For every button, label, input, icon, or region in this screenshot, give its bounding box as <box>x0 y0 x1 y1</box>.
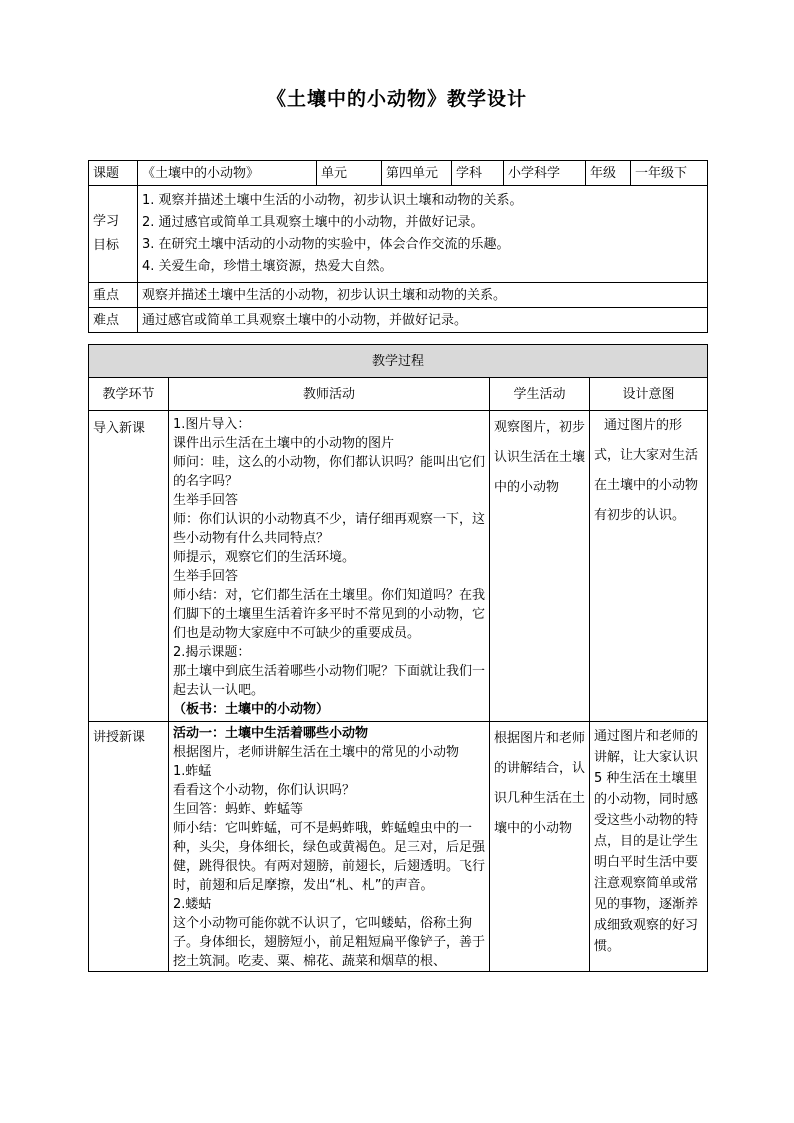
process-title: 教学过程 <box>89 345 708 378</box>
document-title: 《土壤中的小动物》教学设计 <box>266 88 527 110</box>
teacher-activity-cell <box>169 411 490 722</box>
col-student-header: 学生活动 <box>490 378 590 411</box>
teacher-line: 看看这个小动物，你们认识吗？ <box>173 783 356 798</box>
teacher-line: 1.图片导入： <box>173 417 251 432</box>
lesson-info-table <box>88 160 708 333</box>
teacher-line: 根据图片，老师讲解生活在土壤中的常见的小动物 <box>173 745 460 760</box>
goal-item: 4. 关爱生命，珍惜土壤资源，热爱大自然。 <box>142 259 393 274</box>
design-intent-cell: 通过图片的形式，让大家对生活在土壤中的小动物有初步的认识。 <box>590 411 708 722</box>
teacher-activity-cell <box>169 722 490 972</box>
teacher-line: 生举手回答 <box>173 493 239 508</box>
goal-item: 1. 观察并描述土壤中生活的小动物，初步认识土壤和动物的关系。 <box>142 193 523 208</box>
teacher-line: （板书：土壤中的小动物） <box>173 702 330 717</box>
goals-list <box>138 186 708 283</box>
teacher-line: 课件出示生活在土壤中的小动物的图片 <box>173 436 395 451</box>
teacher-line: 师：你们认识的小动物真不少，请仔细再观察一下，这些小动物有什么共同特点？ <box>173 512 486 546</box>
teacher-line: 那土壤中到底生活着哪些小动物们呢？下面就让我们一起去认一认吧。 <box>173 664 486 698</box>
teacher-line: 这个小动物可能你就不认识了，它叫蝼蛄，俗称土狗子。身体细长，翅膀短小，前足粗短扁平像铲子，善于挖土筑洞。吃麦、粟、棉花、蔬菜和烟草的根、 <box>173 916 486 969</box>
teacher-line: 活动一：土壤中生活着哪些小动物 <box>173 726 369 741</box>
grade-label: 年级 <box>586 161 631 186</box>
key-point-value: 观察并描述土壤中生活的小动物，初步认识土壤和动物的关系。 <box>138 283 708 308</box>
goal-item: 2. 通过感官或简单工具观察土壤中的小动物，并做好记录。 <box>142 215 484 230</box>
subject-label: 学科 <box>452 161 504 186</box>
teacher-line: 2.揭示课题： <box>173 645 251 660</box>
unit-value: 第四单元 <box>382 161 452 186</box>
teacher-line: 生举手回答 <box>173 569 239 584</box>
teaching-process-table <box>88 344 708 972</box>
teacher-line: 师提示，观察它们的生活环境。 <box>173 550 356 565</box>
teacher-line: 师小结：它叫蚱蜢，可不是蚂蚱哦，蚱蜢蝗虫中的一种，头尖，身体细长，绿色或黄褐色。足三对，后足强健，跳得很快。有两对翅膀，前翅长，后翅透明。飞行时，前翅和后足摩擦，发出“札、札”的声音。 <box>173 821 486 893</box>
subject-value: 小学科学 <box>504 161 586 186</box>
difficulty-label: 难点 <box>89 308 138 333</box>
goal-item: 3. 在研究土壤中活动的小动物的实验中，体会合作交流的乐趣。 <box>142 237 510 252</box>
student-activity-cell: 观察图片，初步认识生活在土壤中的小动物 <box>490 411 590 722</box>
process-row-intro <box>89 411 708 722</box>
difficulty-value: 通过感官或简单工具观察土壤中的小动物，并做好记录。 <box>138 308 708 333</box>
stage-cell: 导入新课 <box>89 411 169 722</box>
grade-value: 一年级下 <box>631 161 708 186</box>
teacher-line: 生回答：蚂蚱、蚱蜢等 <box>173 802 304 817</box>
goals-label <box>89 186 138 283</box>
col-teacher-header: 教师活动 <box>169 378 490 411</box>
teacher-line: 师小结：对，它们都生活在土壤里。你们知道吗？在我们脚下的土壤里生活着许多平时不常见到的小动物，它们也是动物大家庭中不可缺少的重要成员。 <box>173 588 486 641</box>
design-intent-cell: 通过图片和老师的讲解，让大家认识 5 种生活在土壤里的小动物，同时感受这些小动物的特点，目的是让学生明白平时生活中要注意观察简单或常见的事物，逐渐养成细致观察的好习惯。 <box>590 722 708 972</box>
unit-label: 单元 <box>317 161 382 186</box>
student-activity-cell: 根据图片和老师的讲解结合，认识几种生活在土壤中的小动物 <box>490 722 590 972</box>
topic-label: 课题 <box>89 161 138 186</box>
col-stage-header: 教学环节 <box>89 378 169 411</box>
key-point-label: 重点 <box>89 283 138 308</box>
teacher-line: 1.蚱蜢 <box>173 764 212 779</box>
goals-label-line2: 目标 <box>93 238 120 253</box>
teacher-line: 师问：哇，这么的小动物，你们都认识吗？能叫出它们的名字吗？ <box>173 455 486 489</box>
stage-cell: 讲授新课 <box>89 722 169 972</box>
goals-label-line1: 学习 <box>93 214 120 229</box>
process-row-lecture <box>89 722 708 972</box>
topic-value: 《土壤中的小动物》 <box>138 161 317 186</box>
col-design-header: 设计意图 <box>590 378 708 411</box>
teacher-line: 2.蝼蛄 <box>173 897 212 912</box>
